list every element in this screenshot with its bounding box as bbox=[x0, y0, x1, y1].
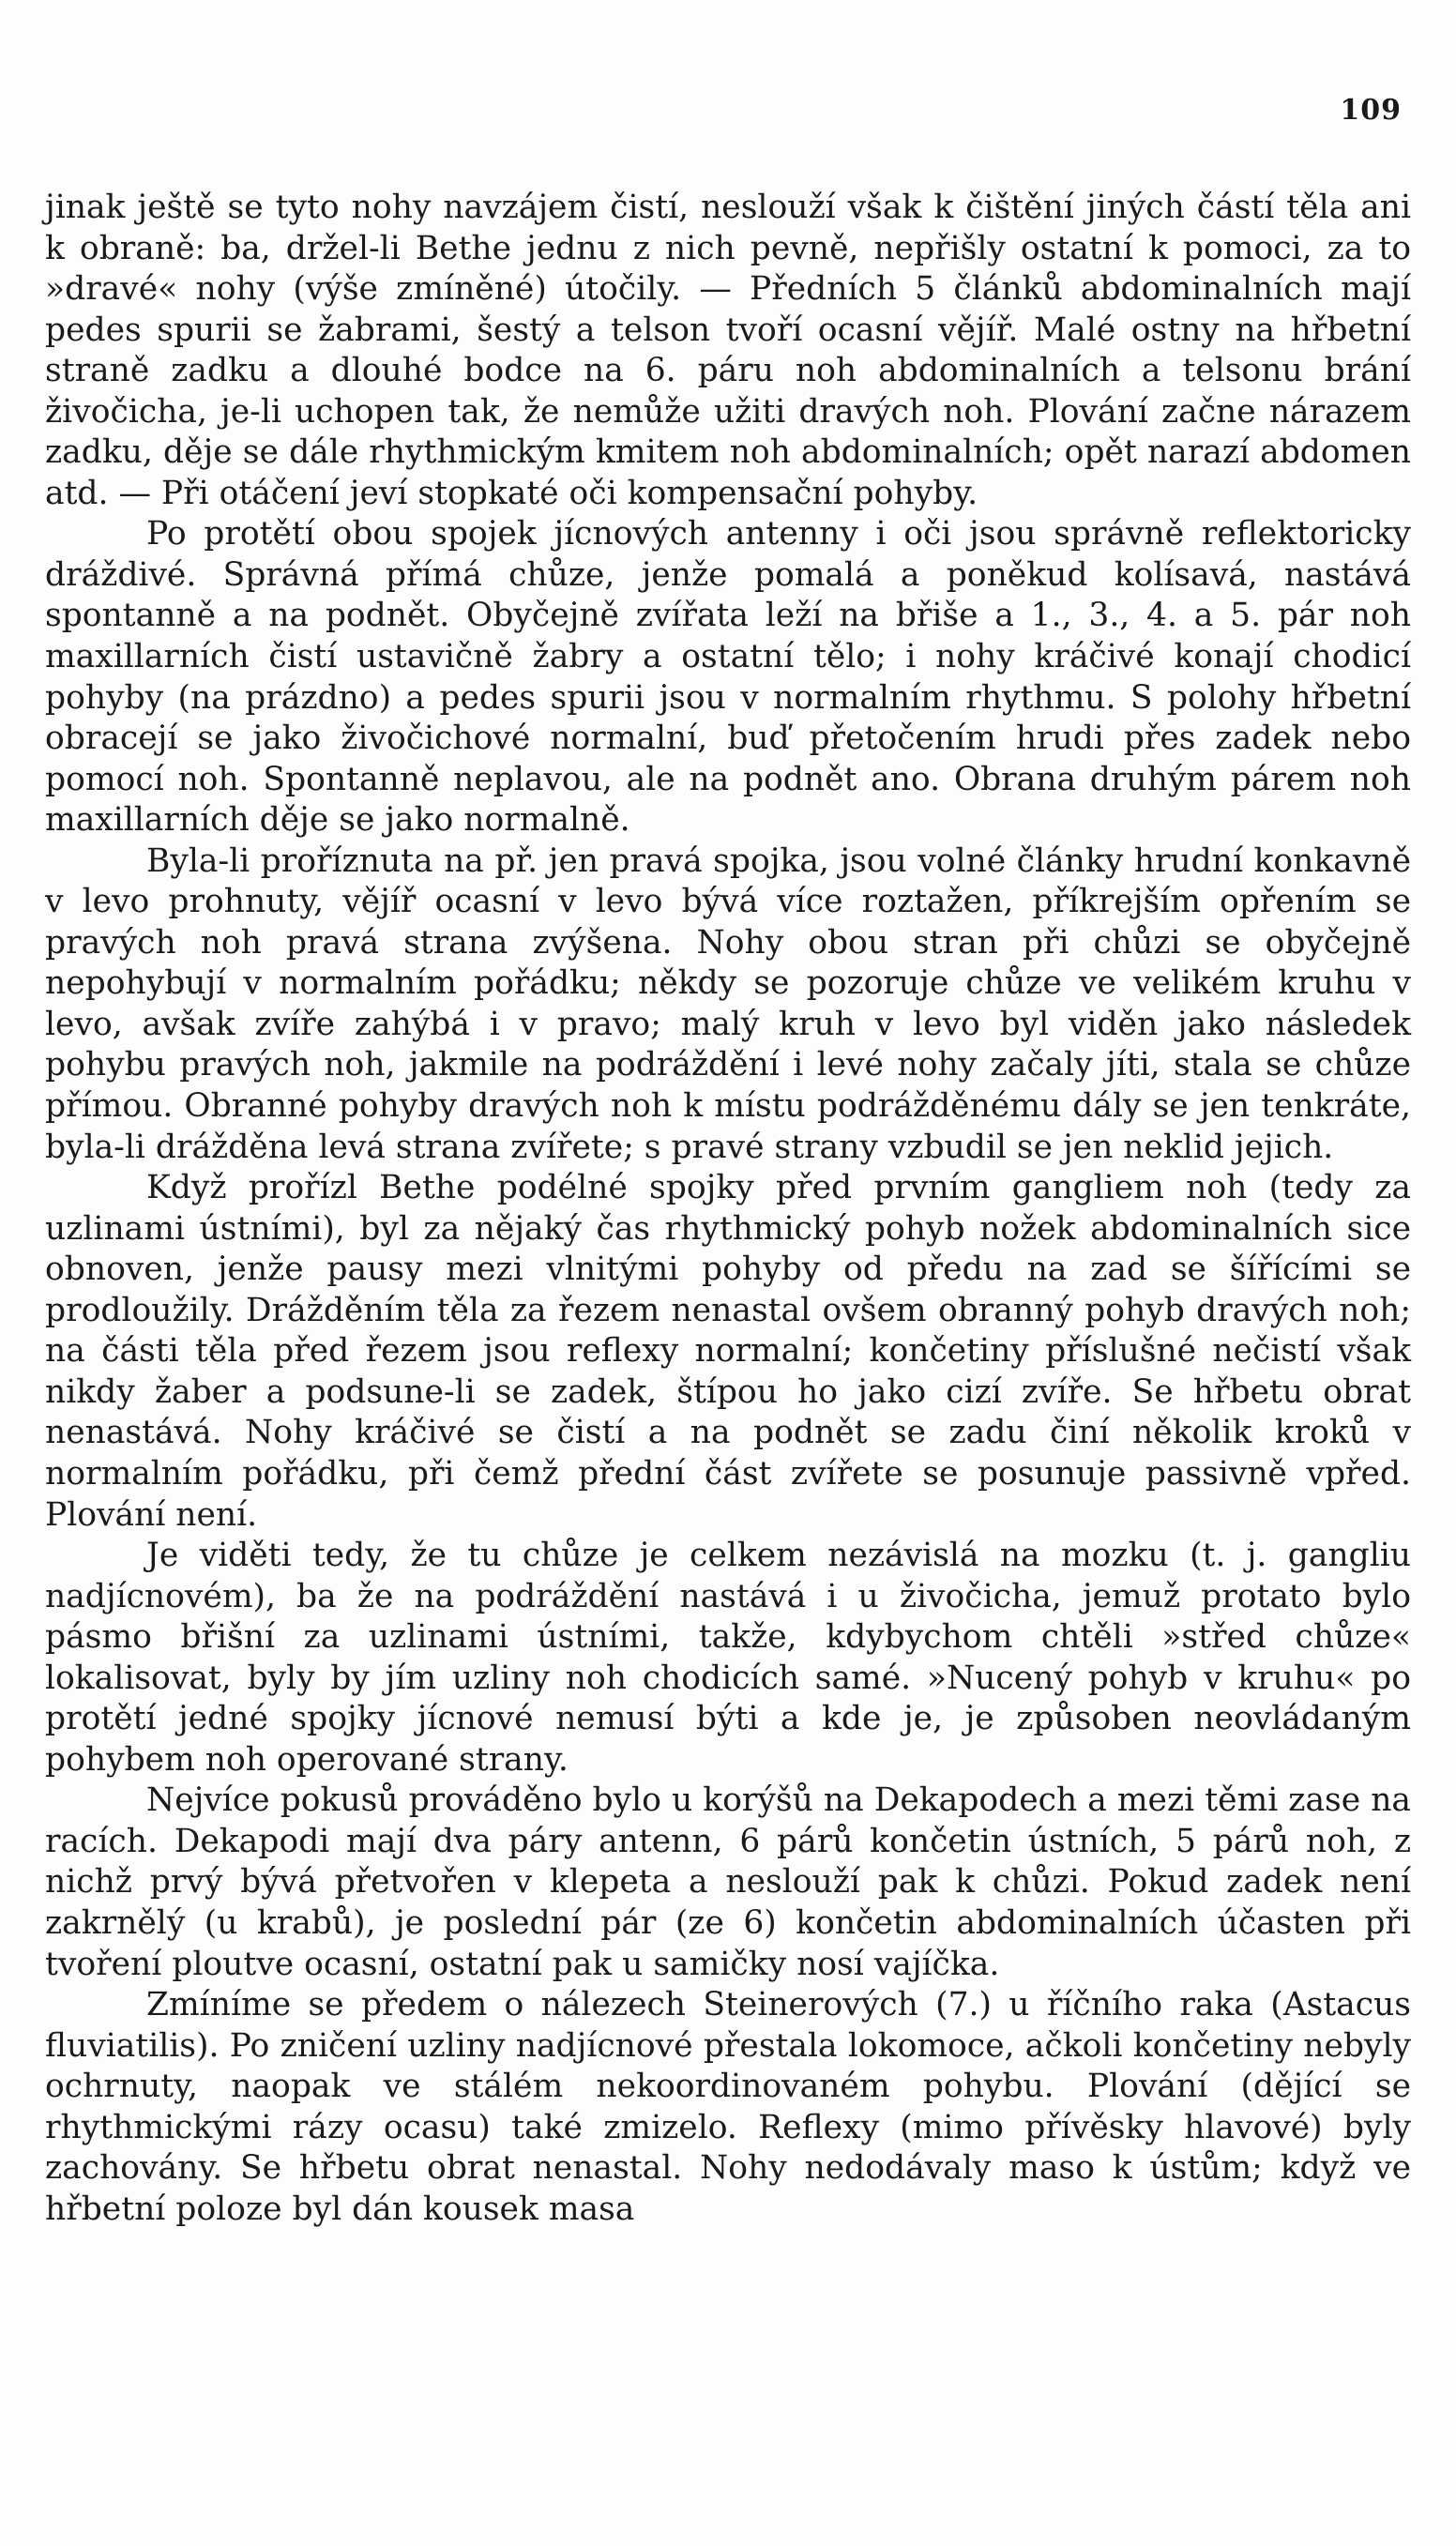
paragraph-last: Zmíníme se předem o nálezech Steinerových (7.) u říčního raka (Astacus fluviatilis). Po zničení uzliny nadjícnové přestala lokomoce, ačkoli končetiny nebyly ochrnuty, naopak ve stálém nekoordinovaném pohybu. Plování (dějící se rhythmickými rázy ocasu) také zmizelo. Reflexy (mimo přívěsky hlavové) byly zachovány. Se hřbetu obrat nenastal. Nohy nedodávaly maso k ústům; když ve hřbetní poloze byl dán kousek masa bbox=[45, 1986, 1411, 2228]
page-number: 109 bbox=[1340, 94, 1402, 127]
paragraph-continuation: jinak ještě se tyto nohy navzájem čistí, neslouží však k čištění jiných částí těla ani k obraně: ba, držel-li Bethe jednu z nich pevně, nepřišly ostatní k pomoci, za to »dravé« nohy (výše zmíněné) útočily. — Předních 5 článků abdominalních mají pedes spurii se žabrami, šestý a telson tvoří ocasní vějíř. Malé ostny na hřbetní straně zadku a dlouhé bodce na 6. páru noh abdominalních a telsonu brání živočicha, je-li uchopen tak, že nemůže užiti dravých noh. Plování začne nárazem zadku, děje se dále rhythmickým kmitem noh abdominalních; opět narazí abdomen atd. — Při otáčení jeví stopkaté oči kompensační pohyby. bbox=[45, 189, 1411, 512]
paragraph: Po protětí obou spojek jícnových antenny i oči jsou správně reflektoricky dráždivé. Správná přímá chůze, jenže pomalá a poněkud kolísavá, nastává spontanně a na podnět. Obyčejně zvířata leží na břiše a 1., 3., 4. a 5. pár noh maxillarních čistí ustavičně žabry a ostatní tělo; i nohy kráčivé konají chodicí pohyby (na prázdno) a pedes spurii jsou v normalním rhythmu. S polohy hřbetní obracejí se jako živočichové normalní, buď přetočením hrudi přes zadek nebo pomocí noh. Spontanně neplavou, ale na podnět ano. Obrana druhým párem noh maxillarních děje se jako normalně. bbox=[45, 515, 1411, 840]
paragraph: Je viděti tedy, že tu chůze je celkem nezávislá na mozku (t. j. gangliu nadjícnovém), ba že na podráždění nastává i u živočicha, jemuž protato bylo pásmo břišní za uzlinami ústními, takže, kdybychom chtěli »střed chůze« lokalisovat, byly by jím uzliny noh chodicích samé. »Nucený pohyb v kruhu« po protětí jedné spojky jícnové nemusí býti a kde je, je způsoben neovládaným pohybem noh operované strany. bbox=[45, 1537, 1411, 1779]
paragraph: Byla-li proříznuta na př. jen pravá spojka, jsou volné články hrudní konkavně v levo prohnuty, vějíř ocasní v levo bývá více roztažen, příkrejším opřením se pravých noh pravá strana zvýšena. Nohy obou stran při chůzi se obyčejně nepohybují v normalním pořádku; někdy se pozoruje chůze ve velikém kruhu v levo, avšak zvíře zahýbá i v pravo; malý kruh v levo byl viděn jako následek pohybu pravých noh, jakmile na podráždění i levé nohy začaly jíti, stala se chůze přímou. Obranné pohyby dravých noh k místu podrážděnému dály se jen tenkráte, byla-li drážděna levá strana zvířete; s pravé strany vzbudil se jen neklid jejich. bbox=[45, 841, 1411, 1166]
body-text bbox=[45, 188, 1411, 2230]
paragraph: Když prořízl Bethe podélné spojky před prvním gangliem noh (tedy za uzlinami ústními), byl za nějaký čas rhythmický pohyb nožek abdominalních sice obnoven, jenže pausy mezi vlnitými pohyby od předu na zad se šířícími se prodloužily. Drážděním těla za řezem nenastal ovšem obranný pohyb dravých noh; na části těla před řezem jsou reflexy normalní; končetiny příslušné nečistí však nikdy žaber a podsune-li se zadek, štípou ho jako cizí zvíře. Se hřbetu obrat nenastává. Nohy kráčivé se čistí a na podnět se zadu činí několik kroků v normalním pořádku, při čemž přední část zvířete se posunuje passivně vpřed. Plování není. bbox=[45, 1169, 1411, 1534]
paragraph: Nejvíce pokusů prováděno bylo u korýšů na Dekapodech a mezi těmi zase na racích. Dekapodi mají dva páry antenn, 6 párů končetin ústních, 5 párů noh, z nichž prvý bývá přetvořen v klepeta a neslouží pak k chůzi. Pokud zadek není zakrnělý (u krabů), je poslední pár (ze 6) končetin abdominalních účasten při tvoření ploutve ocasní, ostatní pak u samičky nosí vajíčka. bbox=[45, 1781, 1411, 1983]
